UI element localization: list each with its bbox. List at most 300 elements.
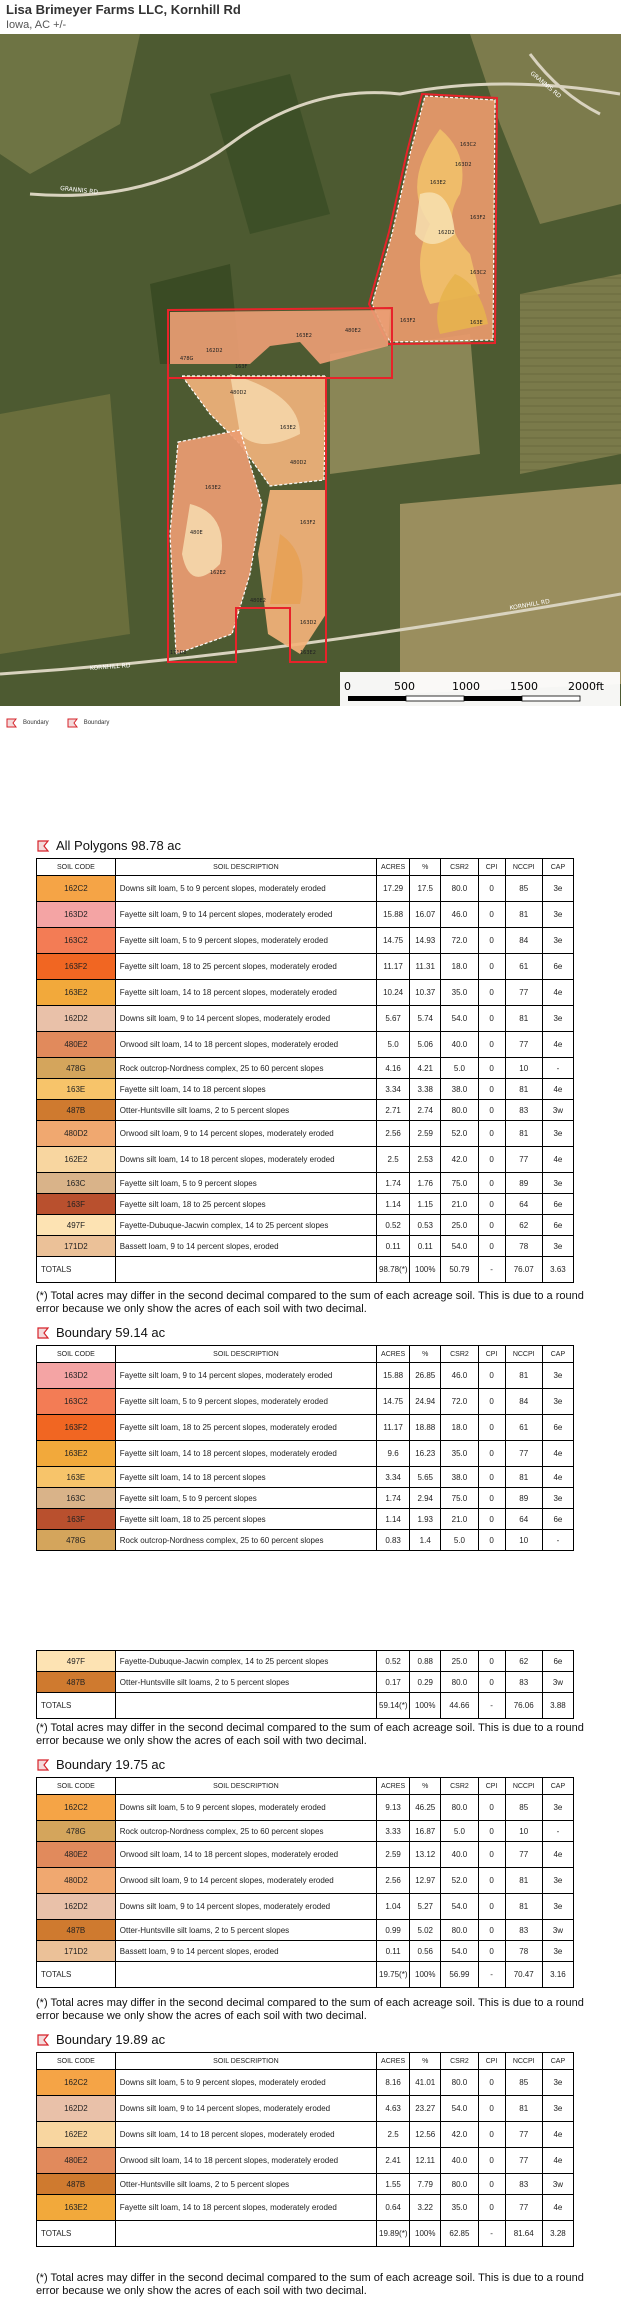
totals-row — [37, 1257, 574, 1283]
cpi-cell: 0 — [478, 1147, 505, 1173]
column-header: SOIL CODE — [37, 1778, 116, 1795]
nccpi-cell: 77 — [505, 2195, 542, 2221]
cpi-cell: 0 — [478, 928, 505, 954]
column-header: SOIL CODE — [37, 2053, 116, 2070]
totals-label: TOTALS — [37, 1257, 116, 1283]
acres-cell: 2.41 — [377, 2148, 410, 2174]
soil-code-cell: 163F — [37, 1194, 116, 1215]
acres-cell: 3.34 — [377, 1467, 410, 1488]
total-nccpi: 70.47 — [505, 1962, 542, 1988]
cpi-cell: 0 — [478, 1215, 505, 1236]
soil-code-cell: 163C — [37, 1173, 116, 1194]
column-header: SOIL CODE — [37, 859, 116, 876]
cpi-cell: 0 — [478, 1121, 505, 1147]
cpi-cell: 0 — [478, 1941, 505, 1962]
total-cpi: - — [478, 1257, 505, 1283]
soil-code-cell: 497F — [37, 1651, 116, 1672]
soil-label: 163D2 — [455, 162, 472, 168]
acres-cell: 0.83 — [377, 1530, 410, 1551]
csr2-cell: 21.0 — [441, 1194, 478, 1215]
percent-cell: 5.65 — [410, 1467, 441, 1488]
table-header-row — [37, 859, 574, 876]
acres-cell: 9.13 — [377, 1795, 410, 1821]
road-label: KORNHILL RD — [509, 598, 551, 612]
acres-cell: 4.63 — [377, 2096, 410, 2122]
column-header: SOIL DESCRIPTION — [115, 1346, 376, 1363]
table-row — [37, 954, 574, 980]
percent-cell: 5.06 — [410, 1032, 441, 1058]
csr2-cell: 52.0 — [441, 1868, 478, 1894]
percent-cell: 1.76 — [410, 1173, 441, 1194]
soil-description-cell: Orwood silt loam, 14 to 18 percent slopes, moderately eroded — [115, 1842, 376, 1868]
acres-cell: 2.59 — [377, 1842, 410, 1868]
table-row — [37, 876, 574, 902]
total-cap: 3.16 — [542, 1962, 573, 1988]
total-acres: 98.78(*) — [377, 1257, 410, 1283]
csr2-cell: 80.0 — [441, 2174, 478, 2195]
soil-label: 480D2 — [230, 390, 247, 396]
acreage-note: (*) Total acres may differ in the second decimal compared to the sum of each acreage soil. This is due to a round error because we only show the acres of each soil with two decimal. — [36, 1290, 584, 1315]
soil-description-cell: Fayette silt loam, 5 to 9 percent slopes, moderately eroded — [115, 1389, 376, 1415]
soil-description-cell: Downs silt loam, 9 to 14 percent slopes, moderately eroded — [115, 1006, 376, 1032]
acres-cell: 0.52 — [377, 1215, 410, 1236]
table-row — [37, 1215, 574, 1236]
acres-cell: 0.11 — [377, 1236, 410, 1257]
soil-code-cell: 162D2 — [37, 1006, 116, 1032]
nccpi-cell: 83 — [505, 2174, 542, 2195]
soil-code-cell: 487B — [37, 1100, 116, 1121]
boundary-icon — [36, 1326, 50, 1340]
soil-description-cell: Downs silt loam, 14 to 18 percent slopes, moderately eroded — [115, 2122, 376, 2148]
percent-cell: 11.31 — [410, 954, 441, 980]
totals-row — [37, 1693, 574, 1719]
soil-label: 480E2 — [250, 598, 266, 604]
section-title — [36, 1325, 165, 1340]
percent-cell: 12.56 — [410, 2122, 441, 2148]
soil-label: 480E — [190, 530, 203, 536]
soil-code-cell: 171D2 — [37, 1941, 116, 1962]
soil-code-cell: 478G — [37, 1058, 116, 1079]
table-row — [37, 1509, 574, 1530]
nccpi-cell: 10 — [505, 1530, 542, 1551]
soil-table — [36, 2052, 574, 2247]
acres-cell: 15.88 — [377, 1363, 410, 1389]
soil-description-cell: Orwood silt loam, 14 to 18 percent slopes, moderately eroded — [115, 2148, 376, 2174]
soil-description-cell: Fayette silt loam, 9 to 14 percent slopes, moderately eroded — [115, 902, 376, 928]
soil-label: 162E2 — [210, 570, 226, 576]
total-cpi: - — [478, 2221, 505, 2247]
total-nccpi: 76.06 — [505, 1693, 542, 1719]
csr2-cell: 54.0 — [441, 1236, 478, 1257]
total-acres: 19.89(*) — [377, 2221, 410, 2247]
nccpi-cell: 83 — [505, 1672, 542, 1693]
soil-code-cell: 487B — [37, 1672, 116, 1693]
csr2-cell: 5.0 — [441, 1530, 478, 1551]
table-row — [37, 1651, 574, 1672]
csr2-cell: 72.0 — [441, 1389, 478, 1415]
nccpi-cell: 85 — [505, 2070, 542, 2096]
field-area — [520, 274, 621, 474]
cap-cell: 6e — [542, 1194, 573, 1215]
soil-code-cell: 163F — [37, 1509, 116, 1530]
nccpi-cell: 83 — [505, 1100, 542, 1121]
soil-code-cell: 480E2 — [37, 2148, 116, 2174]
column-header: CPI — [478, 1346, 505, 1363]
scale-tick: 1000 — [452, 680, 480, 693]
cap-cell: 6e — [542, 1415, 573, 1441]
table-row — [37, 1894, 574, 1920]
soil-code-cell: 480D2 — [37, 1121, 116, 1147]
table-row — [37, 2122, 574, 2148]
totals-row — [37, 1962, 574, 1988]
empty-cell — [115, 1962, 376, 1988]
percent-cell: 14.93 — [410, 928, 441, 954]
road-label: GRANNIS RD — [59, 185, 99, 196]
total-percent: 100% — [410, 1962, 441, 1988]
cpi-cell: 0 — [478, 1530, 505, 1551]
acres-cell: 1.74 — [377, 1173, 410, 1194]
table-row — [37, 1147, 574, 1173]
total-csr2: 56.99 — [441, 1962, 478, 1988]
nccpi-cell: 89 — [505, 1173, 542, 1194]
page-subtitle: Iowa, AC +/- — [6, 19, 67, 31]
acres-cell: 14.75 — [377, 928, 410, 954]
soil-label: 163D2 — [300, 620, 317, 626]
soil-code-cell: 171D2 — [37, 1236, 116, 1257]
soil-code-cell: 162E2 — [37, 2122, 116, 2148]
cpi-cell: 0 — [478, 954, 505, 980]
road-label: GRANNIS RD — [528, 70, 563, 100]
cap-cell: 3e — [542, 1121, 573, 1147]
csr2-cell: 54.0 — [441, 1006, 478, 1032]
soil-code-cell: 162D2 — [37, 2096, 116, 2122]
soil-description-cell: Fayette silt loam, 5 to 9 percent slopes — [115, 1173, 376, 1194]
table-row — [37, 1415, 574, 1441]
cap-cell: - — [542, 1530, 573, 1551]
percent-cell: 10.37 — [410, 980, 441, 1006]
nccpi-cell: 77 — [505, 2148, 542, 2174]
cap-cell: 3e — [542, 2096, 573, 2122]
table-row — [37, 1389, 574, 1415]
soil-description-cell: Downs silt loam, 14 to 18 percent slopes, moderately eroded — [115, 1147, 376, 1173]
nccpi-cell: 81 — [505, 1467, 542, 1488]
total-percent: 100% — [410, 1693, 441, 1719]
cap-cell: 3e — [542, 1236, 573, 1257]
csr2-cell: 38.0 — [441, 1467, 478, 1488]
cap-cell: - — [542, 1821, 573, 1842]
table-row — [37, 2070, 574, 2096]
cpi-cell: 0 — [478, 1173, 505, 1194]
percent-cell: 13.12 — [410, 1842, 441, 1868]
section-title — [36, 838, 181, 853]
boundary-icon — [6, 717, 18, 729]
csr2-cell: 80.0 — [441, 2070, 478, 2096]
table-row — [37, 1032, 574, 1058]
csr2-cell: 80.0 — [441, 1920, 478, 1941]
cap-cell: 4e — [542, 1842, 573, 1868]
road-label: KORNHILL RD — [89, 662, 131, 672]
table-row — [37, 1173, 574, 1194]
table-row — [37, 1194, 574, 1215]
cap-cell: 4e — [542, 1147, 573, 1173]
boundary-icon — [36, 1758, 50, 1772]
soil-code-cell: 163D2 — [37, 902, 116, 928]
cpi-cell: 0 — [478, 2096, 505, 2122]
table-row — [37, 902, 574, 928]
cpi-cell: 0 — [478, 1672, 505, 1693]
soil-description-cell: Otter-Huntsville silt loams, 2 to 5 percent slopes — [115, 1672, 376, 1693]
cap-cell: 6e — [542, 1651, 573, 1672]
cap-cell: 3e — [542, 1488, 573, 1509]
total-csr2: 50.79 — [441, 1257, 478, 1283]
soil-description-cell: Fayette silt loam, 18 to 25 percent slopes, moderately eroded — [115, 954, 376, 980]
soil-code-cell: 162C2 — [37, 876, 116, 902]
cap-cell: - — [542, 1058, 573, 1079]
nccpi-cell: 81 — [505, 1079, 542, 1100]
table-row — [37, 1488, 574, 1509]
cap-cell: 3e — [542, 1363, 573, 1389]
soil-description-cell: Downs silt loam, 9 to 14 percent slopes, moderately eroded — [115, 2096, 376, 2122]
cap-cell: 3e — [542, 1894, 573, 1920]
section-title-text: All Polygons 98.78 ac — [56, 838, 182, 853]
csr2-cell: 80.0 — [441, 876, 478, 902]
soil-label: 163E2 — [205, 485, 221, 491]
soil-table — [36, 858, 574, 1283]
soil-label: 163F2 — [300, 520, 316, 526]
percent-cell: 0.88 — [410, 1651, 441, 1672]
nccpi-cell: 81 — [505, 1868, 542, 1894]
total-nccpi: 81.64 — [505, 2221, 542, 2247]
cap-cell: 4e — [542, 2148, 573, 2174]
soil-label: 163E2 — [280, 425, 296, 431]
acres-cell: 11.17 — [377, 1415, 410, 1441]
column-header: CAP — [542, 2053, 573, 2070]
nccpi-cell: 77 — [505, 1032, 542, 1058]
cpi-cell: 0 — [478, 1821, 505, 1842]
csr2-cell: 5.0 — [441, 1058, 478, 1079]
soil-description-cell: Fayette silt loam, 18 to 25 percent slopes — [115, 1509, 376, 1530]
csr2-cell: 72.0 — [441, 928, 478, 954]
soil-code-cell: 163F2 — [37, 1415, 116, 1441]
scale-tick: 2000ft — [568, 680, 604, 693]
nccpi-cell: 77 — [505, 980, 542, 1006]
scale-tick: 0 — [344, 680, 351, 693]
total-cpi: - — [478, 1962, 505, 1988]
cpi-cell: 0 — [478, 1441, 505, 1467]
soil-code-cell: 163E2 — [37, 1441, 116, 1467]
percent-cell: 17.5 — [410, 876, 441, 902]
percent-cell: 7.79 — [410, 2174, 441, 2195]
soil-description-cell: Fayette silt loam, 5 to 9 percent slopes, moderately eroded — [115, 928, 376, 954]
cpi-cell: 0 — [478, 1488, 505, 1509]
soil-description-cell: Downs silt loam, 5 to 9 percent slopes, moderately eroded — [115, 1795, 376, 1821]
soil-label: 163E2 — [300, 650, 316, 656]
column-header: NCCPI — [505, 1778, 542, 1795]
csr2-cell: 21.0 — [441, 1509, 478, 1530]
total-cpi: - — [478, 1693, 505, 1719]
percent-cell: 16.07 — [410, 902, 441, 928]
csr2-cell: 35.0 — [441, 1441, 478, 1467]
nccpi-cell: 78 — [505, 1941, 542, 1962]
soil-description-cell: Fayette silt loam, 14 to 18 percent slopes — [115, 1467, 376, 1488]
column-header: SOIL DESCRIPTION — [115, 1778, 376, 1795]
total-cap: 3.63 — [542, 1257, 573, 1283]
column-header: % — [410, 1778, 441, 1795]
cap-cell: 3e — [542, 1389, 573, 1415]
soil-code-cell: 480E2 — [37, 1842, 116, 1868]
nccpi-cell: 61 — [505, 1415, 542, 1441]
table-row — [37, 1363, 574, 1389]
soil-table — [36, 1650, 574, 1719]
percent-cell: 2.94 — [410, 1488, 441, 1509]
soil-label: 163F — [235, 364, 248, 370]
cpi-cell: 0 — [478, 1032, 505, 1058]
csr2-cell: 25.0 — [441, 1215, 478, 1236]
soil-code-cell: 487B — [37, 1920, 116, 1941]
column-header: CAP — [542, 859, 573, 876]
cpi-cell: 0 — [478, 1389, 505, 1415]
soil-description-cell: Downs silt loam, 9 to 14 percent slopes, moderately eroded — [115, 1894, 376, 1920]
acres-cell: 5.0 — [377, 1032, 410, 1058]
soil-code-cell: 163E2 — [37, 2195, 116, 2221]
acres-cell: 1.74 — [377, 1488, 410, 1509]
soil-code-cell: 163E — [37, 1467, 116, 1488]
soil-code-cell: 162C2 — [37, 2070, 116, 2096]
cpi-cell: 0 — [478, 2148, 505, 2174]
csr2-cell: 18.0 — [441, 1415, 478, 1441]
soil-description-cell: Otter-Huntsville silt loams, 2 to 5 percent slopes — [115, 1920, 376, 1941]
percent-cell: 2.74 — [410, 1100, 441, 1121]
soil-description-cell: Fayette silt loam, 9 to 14 percent slopes, moderately eroded — [115, 1363, 376, 1389]
soil-description-cell: Orwood silt loam, 14 to 18 percent slopes, moderately eroded — [115, 1032, 376, 1058]
column-header: CAP — [542, 1778, 573, 1795]
percent-cell: 3.38 — [410, 1079, 441, 1100]
legend-item — [6, 717, 49, 729]
acreage-note: (*) Total acres may differ in the second decimal compared to the sum of each acreage soil. This is due to a round error because we only show the acres of each soil with two decimal. — [36, 1997, 584, 2022]
section-title-text: Boundary 59.14 ac — [56, 1325, 166, 1340]
section-title — [36, 1757, 165, 1772]
percent-cell: 16.23 — [410, 1441, 441, 1467]
percent-cell: 12.11 — [410, 2148, 441, 2174]
percent-cell: 46.25 — [410, 1795, 441, 1821]
percent-cell: 5.74 — [410, 1006, 441, 1032]
nccpi-cell: 77 — [505, 1441, 542, 1467]
percent-cell: 0.53 — [410, 1215, 441, 1236]
nccpi-cell: 81 — [505, 1894, 542, 1920]
soil-map[interactable] — [0, 34, 621, 706]
column-header: ACRES — [377, 859, 410, 876]
legend-item — [67, 717, 110, 729]
total-percent: 100% — [410, 1257, 441, 1283]
table-row — [37, 1672, 574, 1693]
legend-label: Boundary — [83, 720, 110, 726]
column-header: CSR2 — [441, 2053, 478, 2070]
cpi-cell: 0 — [478, 1651, 505, 1672]
cpi-cell: 0 — [478, 1236, 505, 1257]
cap-cell: 3e — [542, 1795, 573, 1821]
csr2-cell: 46.0 — [441, 902, 478, 928]
acres-cell: 0.17 — [377, 1672, 410, 1693]
acres-cell: 2.71 — [377, 1100, 410, 1121]
cap-cell: 3e — [542, 876, 573, 902]
soil-label: 163C2 — [460, 142, 477, 148]
cap-cell: 3e — [542, 1941, 573, 1962]
nccpi-cell: 84 — [505, 928, 542, 954]
column-header: CAP — [542, 1346, 573, 1363]
column-header: CPI — [478, 859, 505, 876]
acres-cell: 0.11 — [377, 1941, 410, 1962]
cpi-cell: 0 — [478, 1842, 505, 1868]
scale-bar — [340, 672, 620, 706]
acres-cell: 17.29 — [377, 876, 410, 902]
acres-cell: 15.88 — [377, 902, 410, 928]
table-row — [37, 1941, 574, 1962]
table-header-row — [37, 2053, 574, 2070]
nccpi-cell: 77 — [505, 1147, 542, 1173]
soil-label: 163F2 — [400, 318, 416, 324]
section-title — [36, 2032, 165, 2047]
nccpi-cell: 77 — [505, 2122, 542, 2148]
total-percent: 100% — [410, 2221, 441, 2247]
csr2-cell: 42.0 — [441, 2122, 478, 2148]
cpi-cell: 0 — [478, 2174, 505, 2195]
acreage-note: (*) Total acres may differ in the second decimal compared to the sum of each acreage soil. This is due to a round error because we only show the acres of each soil with two decimal. — [36, 1722, 584, 1747]
table-row — [37, 1236, 574, 1257]
csr2-cell: 40.0 — [441, 2148, 478, 2174]
cpi-cell: 0 — [478, 1363, 505, 1389]
acres-cell: 0.99 — [377, 1920, 410, 1941]
table-row — [37, 928, 574, 954]
soil-description-cell: Fayette-Dubuque-Jacwin complex, 14 to 25 percent slopes — [115, 1215, 376, 1236]
cpi-cell: 0 — [478, 1006, 505, 1032]
nccpi-cell: 84 — [505, 1389, 542, 1415]
table-row — [37, 2096, 574, 2122]
csr2-cell: 35.0 — [441, 2195, 478, 2221]
column-header: SOIL DESCRIPTION — [115, 859, 376, 876]
acres-cell: 0.64 — [377, 2195, 410, 2221]
cpi-cell: 0 — [478, 1415, 505, 1441]
acres-cell: 3.33 — [377, 1821, 410, 1842]
soil-description-cell: Orwood silt loam, 9 to 14 percent slopes, moderately eroded — [115, 1868, 376, 1894]
cap-cell: 3e — [542, 1868, 573, 1894]
acres-cell: 9.6 — [377, 1441, 410, 1467]
acres-cell: 1.14 — [377, 1509, 410, 1530]
acres-cell: 14.75 — [377, 1389, 410, 1415]
acres-cell: 5.67 — [377, 1006, 410, 1032]
soil-description-cell: Rock outcrop-Nordness complex, 25 to 60 percent slopes — [115, 1821, 376, 1842]
cap-cell: 3w — [542, 1672, 573, 1693]
total-nccpi: 76.07 — [505, 1257, 542, 1283]
column-header: CSR2 — [441, 1346, 478, 1363]
table-row — [37, 2195, 574, 2221]
soil-description-cell: Fayette silt loam, 14 to 18 percent slopes, moderately eroded — [115, 980, 376, 1006]
soil-description-cell: Fayette-Dubuque-Jacwin complex, 14 to 25 percent slopes — [115, 1651, 376, 1672]
csr2-cell: 54.0 — [441, 1941, 478, 1962]
csr2-cell: 52.0 — [441, 1121, 478, 1147]
soil-code-cell: 497F — [37, 1215, 116, 1236]
table-row — [37, 1079, 574, 1100]
cap-cell: 4e — [542, 1079, 573, 1100]
soil-code-cell: 163E — [37, 1079, 116, 1100]
percent-cell: 1.93 — [410, 1509, 441, 1530]
soil-label: 480E2 — [345, 328, 361, 334]
soil-code-cell: 162E2 — [37, 1147, 116, 1173]
table-row — [37, 1121, 574, 1147]
soil-description-cell: Orwood silt loam, 9 to 14 percent slopes, moderately eroded — [115, 1121, 376, 1147]
soil-code-cell: 163C — [37, 1488, 116, 1509]
cap-cell: 4e — [542, 1032, 573, 1058]
csr2-cell: 80.0 — [441, 1795, 478, 1821]
